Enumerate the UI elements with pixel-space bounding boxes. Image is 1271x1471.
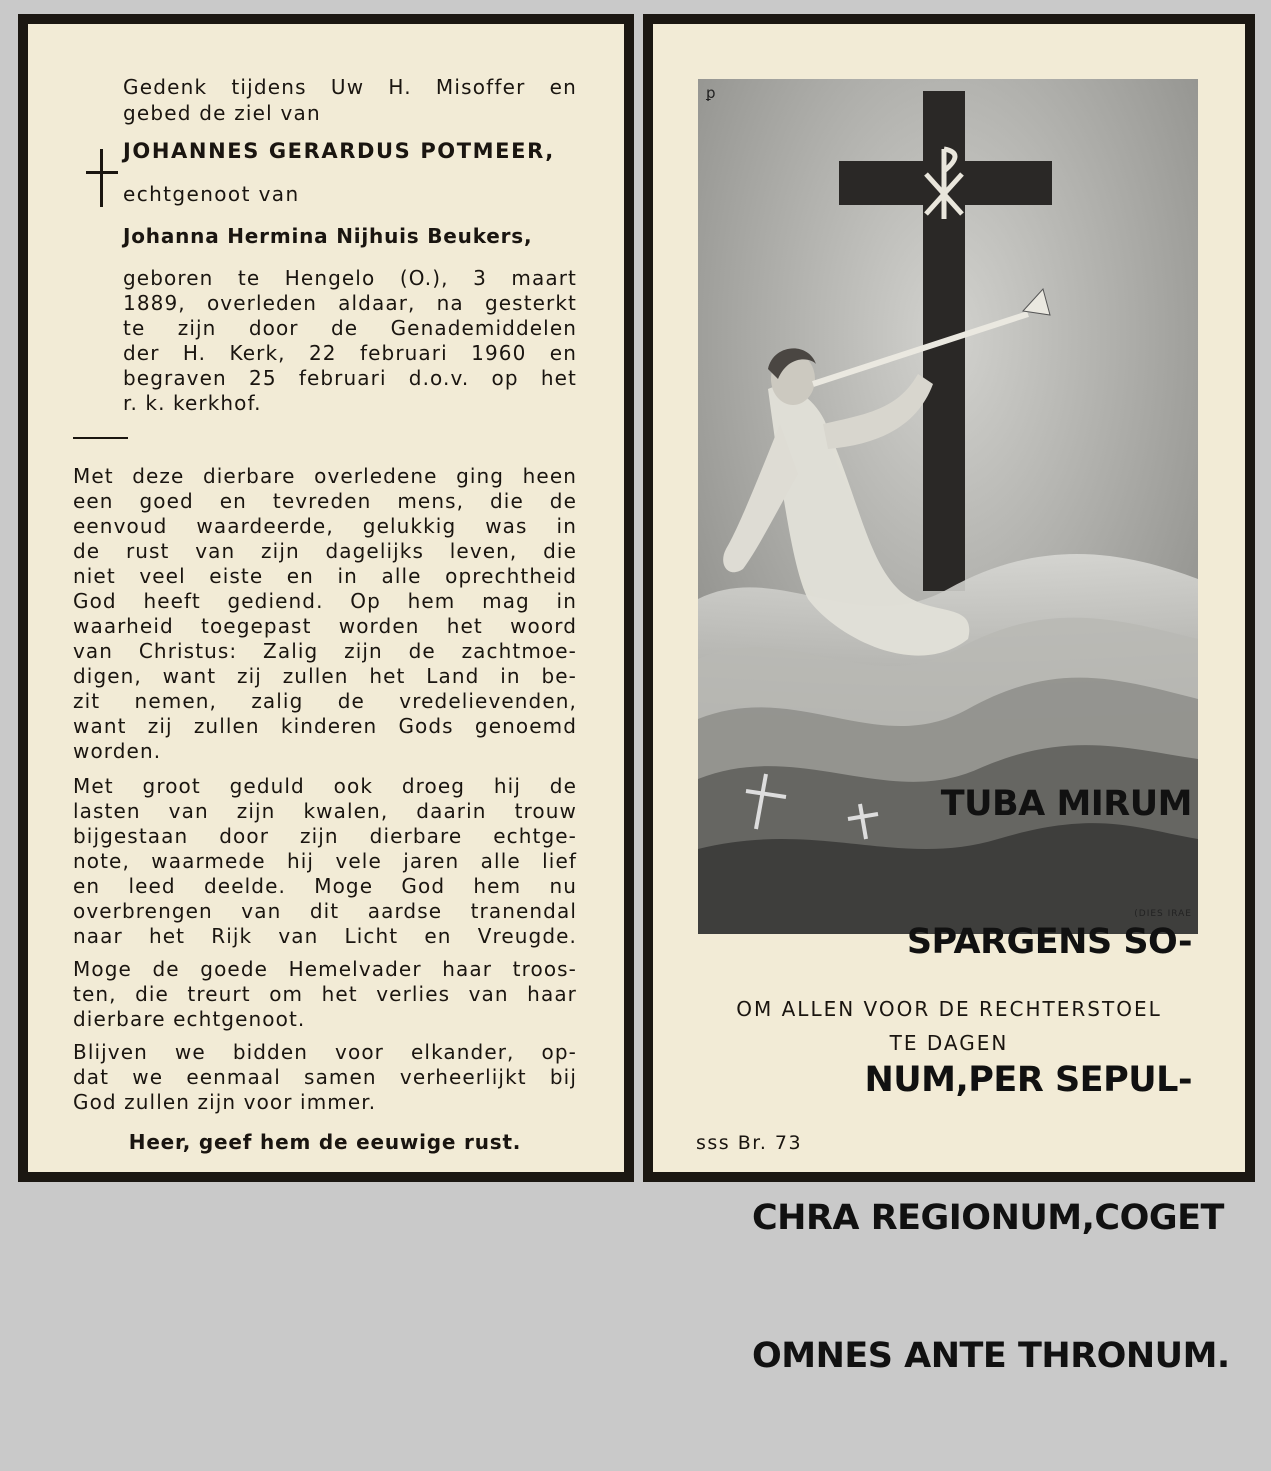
spouse-of-label: echtgenoot van — [123, 182, 300, 206]
text-line: zit nemen, zalig de vredelievenden, — [73, 689, 577, 713]
text-line: dierbare echtgenoot. — [73, 1007, 306, 1031]
birth-line: r. k. kerkhof. — [123, 391, 262, 415]
paragraph-1 — [73, 464, 577, 764]
intro-line: gebed de ziel van — [123, 101, 321, 125]
latin-line: OMNES ANTE THRONUM. — [752, 1336, 1230, 1376]
deceased-name: JOHANNES GERARDUS POTMEER, — [123, 139, 555, 163]
left-card — [18, 14, 634, 1182]
text-line: worden. — [73, 739, 162, 763]
divider — [73, 437, 128, 439]
artist-signature: (DIES IRAE — [1134, 909, 1192, 919]
birth-line: 1889, overleden aldaar, na gesterkt — [123, 291, 577, 315]
text-line: want zij zullen kinderen Gods genoemd — [73, 714, 577, 738]
text-line: naar het Rijk van Licht en Vreugde. — [73, 924, 577, 948]
artist-monogram-icon: ꝑ — [706, 84, 716, 102]
text-line: Moge de goede Hemelvader haar troos- — [73, 957, 577, 981]
birth-line: der H. Kerk, 22 februari 1960 en — [123, 341, 577, 365]
publisher-code: sss Br. 73 — [696, 1132, 803, 1154]
closing-prayer: Heer, geef hem de eeuwige rust. — [128, 1130, 522, 1154]
text-line: van Christus: Zalig zijn de zachtmoe- — [73, 639, 577, 663]
right-card — [643, 14, 1255, 1376]
text-line: God heeft gediend. Op hem mag in — [73, 589, 577, 613]
latin-line: TUBA MIRUM — [940, 784, 1192, 824]
intro-line: Gedenk tijdens Uw H. Misoffer en — [123, 75, 577, 99]
text-line: waarheid toegepast worden het woord — [73, 614, 577, 638]
text-line: de rust van zijn dagelijks leven, die — [73, 539, 577, 563]
latin-line: CHRA REGIONUM,COGET — [752, 1198, 1224, 1238]
paragraph-2 — [73, 774, 577, 949]
paragraph-3 — [73, 957, 577, 1032]
text-line: bijgestaan door zijn dierbare echtge- — [73, 824, 577, 848]
cross-icon — [86, 149, 118, 207]
text-line: Met deze dierbare overledene ging heen — [73, 464, 577, 488]
text-line: niet veel eiste en in alle oprechtheid — [73, 564, 577, 588]
text-line: Met groot geduld ook droeg hij de — [73, 774, 577, 798]
birth-line: geboren te Hengelo (O.), 3 maart — [123, 266, 577, 290]
left-card-paper — [28, 24, 624, 1172]
latin-line: NUM,PER SEPUL- — [864, 1060, 1192, 1100]
text-line: Blijven we bidden voor elkander, op- — [73, 1040, 577, 1064]
text-line: ten, die treurt om het verlies van haar — [73, 982, 577, 1006]
latin-line: SPARGENS SO- — [906, 922, 1192, 962]
latin-verse — [752, 689, 1230, 1471]
intro-text — [123, 74, 577, 126]
text-line: en leed deelde. Moge God hem nu — [73, 874, 577, 898]
birth-line: begraven 25 februari d.o.v. op het — [123, 366, 577, 390]
text-line: een goed en tevreden mens, die de — [73, 489, 577, 513]
text-line: God zullen zijn voor immer. — [73, 1090, 377, 1114]
birth-line: te zijn door de Genademiddelen — [123, 316, 577, 340]
right-card-paper — [653, 24, 1245, 1376]
text-line: dat we eenmaal samen verheerlijkt bij — [73, 1065, 577, 1089]
caption-line: TE DAGEN — [889, 1031, 1009, 1055]
text-line: lasten van zijn kwalen, daarin trouw — [73, 799, 577, 823]
caption-line: OM ALLEN VOOR DE RECHTERSTOEL — [736, 997, 1162, 1021]
spouse-name: Johanna Hermina Nijhuis Beukers, — [123, 224, 533, 248]
text-line: overbrengen van dit aardse tranendal — [73, 899, 577, 923]
paragraph-4 — [73, 1040, 577, 1115]
text-line: digen, want zij zullen het Land in be- — [73, 664, 577, 688]
caption — [673, 992, 1225, 1060]
text-line: eenvoud waardeerde, gelukkig was in — [73, 514, 577, 538]
birth-death-text — [123, 266, 577, 416]
text-line: note, waarmede hij vele jaren alle lief — [73, 849, 577, 873]
